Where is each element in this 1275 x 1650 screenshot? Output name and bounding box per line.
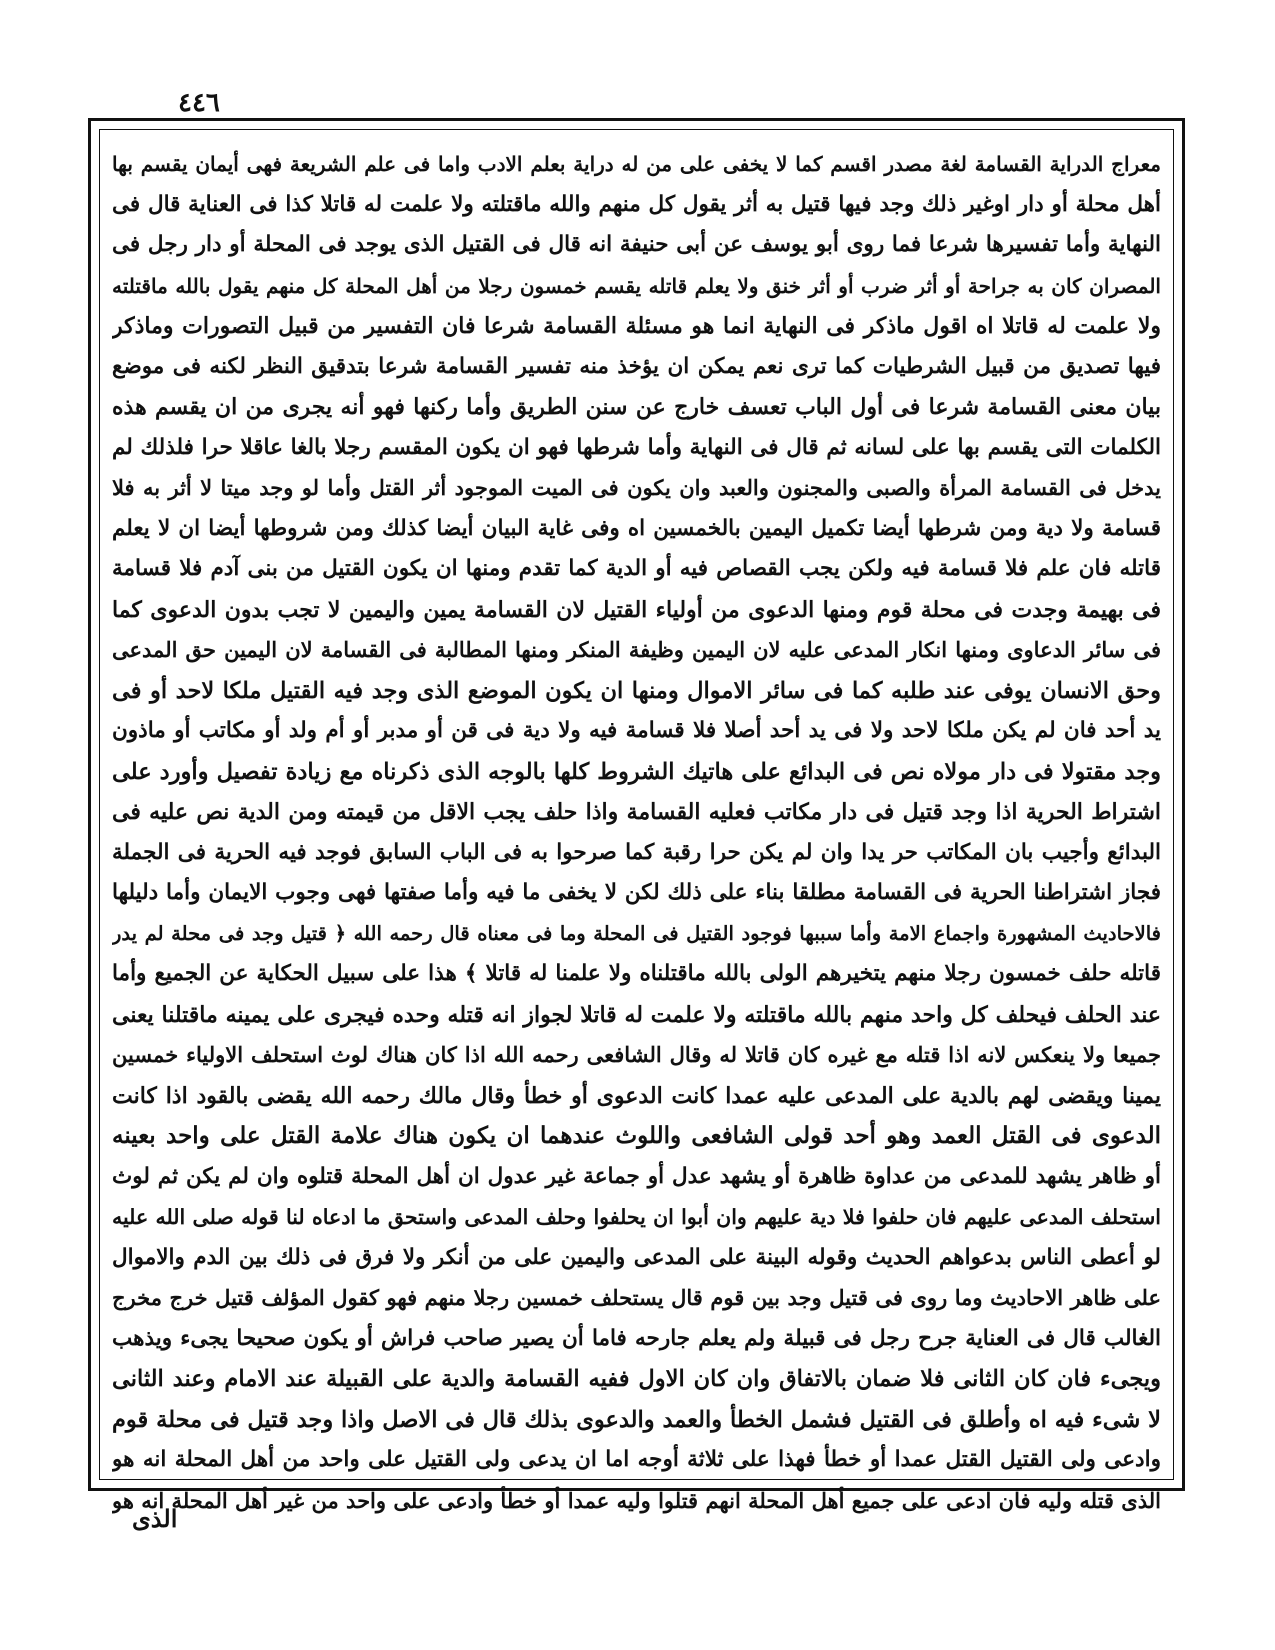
text-line: معراج الدراية القسامة لغة مصدر اقسم كما لا يخفى على من له دراية بعلم الادب واما فى علم الشريعة فهى أيمان يقسم بها (112, 152, 1161, 176)
text-line: فالاحاديث المشهورة واجماع الامة وأما سببها فوجود القتيل فى المحلة وما فى معناه قال رحمه الله ﴿ قتيل وجد فى محلة لم يدر (112, 921, 1161, 945)
text-line: يمينا ويقضى لهم بالدية على المدعى عليه عمدا كانت الدعوى أو خطأ وقال مالك رحمه الله يقضى بالقود اذا كانت (112, 1082, 1161, 1109)
text-line: على ظاهر الاحاديث وما روى فى قتيل وجد بين قوم قال يستحلف خمسين رجلا منهم فهو كقول المؤلف قتيل خرج مخرج (112, 1285, 1161, 1310)
text-line: فجاز اشتراطنا الحرية فى القسامة مطلقا بناء على ذلك لكن لا يخفى ما فيه وأما صفتها فهى وجوب الايمان وأما دليلها (112, 880, 1161, 905)
body-text (112, 144, 1161, 1513)
page-frame-inner (99, 129, 1174, 1513)
text-line: اشتراط الحرية اذا وجد قتيل فى دار مكاتب فعليه القسامة واذا حلف يجب الاقل من قيمته ومن الدية نص عليه فى (112, 799, 1161, 825)
text-line: بيان معنى القسامة شرعا فى أول الباب تعسف خارج عن سنن الطريق وأما ركنها فهو أنه يجرى من ان يقسم هذه (112, 394, 1161, 420)
text-line: المصران كان به جراحة أو أثر ضرب أو أثر خنق ولا يعلم قاتله يقسم خمسون رجلا من أهل المحلة كل منهم يقول بالله ماقتلته (112, 273, 1161, 298)
text-line: عند الحلف فيحلف كل واحد منهم بالله ماقتلته ولا علمت له قاتلا لجواز انه قتله وحده فيجرى على يمينه ماقتلنا يعنى (112, 1001, 1161, 1028)
text-line: أهل محلة أو دار اوغير ذلك وجد فيها قتيل به أثر يقول كل منهم والله ماقتلته ولا علمت له قاتلا كذا فى العناية قال فى (112, 191, 1161, 217)
text-line: جميعا ولا ينعكس لانه اذا قتله مع غيره كان قاتلا له وقال الشافعى رحمه الله اذا كان هناك لوث استحلف الاولياء خمسين (112, 1042, 1161, 1067)
text-line: قاتله فان علم فلا قسامة فيه ولكن يجب القصاص فيه أو الدية كما تقدم ومنها ان يكون القتيل من بنى آدم فلا قسامة (112, 556, 1161, 581)
text-line: الدعوى فى القتل العمد وهو أحد قولى الشافعى واللوث عندهما ان يكون هناك علامة القتل على واحد بعينه (112, 1122, 1161, 1149)
text-line: ويجىء فان كان الثانى فلا ضمان بالاتفاق وان كان الاول ففيه القسامة والدية على القبيلة عند الامام وعند الثانى (112, 1366, 1161, 1392)
text-line: الذى قتله وليه فان ادعى على جميع أهل المحلة انهم قتلوا وليه عمدا أو خطأ وادعى على واحد من غير أهل المحلة انه هو (112, 1487, 1161, 1513)
text-line: فيها تصديق من قبيل الشرطيات كما ترى نعم يمكن ان يؤخذ منه تفسير القسامة شرعا بتدقيق النظر لكنه فى موضع (112, 353, 1161, 379)
text-line: قاتله حلف خمسون رجلا منهم يتخيرهم الولى بالله ماقتلناه ولا علمنا له قاتلا ﴾ هذا على سبيل الحكاية عن الجميع وأما (112, 961, 1161, 986)
text-line: استحلف المدعى عليهم فان حلفوا فلا دية عليهم وان أبوا ان يحلفوا وحلف المدعى واستحق ما ادعاه لنا قوله صلى الله عليه (112, 1205, 1161, 1229)
page-number: ٤٤٦ (178, 88, 220, 118)
text-line: قسامة ولا دية ومن شرطها أيضا تكميل اليمين بالخمسين اه وفى غاية البيان أيضا كذلك ومن شروطها أيضا ان لا يعلم (112, 515, 1161, 541)
text-line: أو ظاهر يشهد للمدعى من عداوة ظاهرة أو يشهد عدل أو جماعة غير عدول ان أهل المحلة قتلوه وان لم يكن ثم لوث (112, 1163, 1161, 1189)
text-line: وجد مقتولا فى دار مولاه نص فى البدائع على هاتيك الشروط كلها بالوجه الذى ذكرناه مع زيادة تفصيل وأورد على (112, 758, 1161, 785)
page-frame-outer (88, 118, 1185, 1513)
text-line: الكلمات التى يقسم بها على لسانه ثم قال فى النهاية وأما شرطها فهو ان يكون المقسم رجلا بالغا عاقلا حرا فلذلك لم (112, 434, 1161, 460)
text-line: يد أحد فان لم يكن ملكا لاحد ولا فى يد أحد أصلا فلا قسامة فيه ولا دية فى قن أو مدبر أو أم ولد أو مكاتب أو ماذون (112, 718, 1161, 743)
text-line: ولا علمت له قاتلا اه اقول ماذكر فى النهاية انما هو مسئلة القسامة شرعا فان التفسير من قبيل التصورات وماذكر (112, 313, 1161, 339)
catchword: الذى (132, 1504, 178, 1533)
text-line: وادعى ولى القتيل القتل عمدا أو خطأ فهذا على ثلاثة أوجه اما ان يدعى ولى القتيل على واحد من أهل المحلة انه هو (112, 1447, 1161, 1472)
text-line: وحق الانسان يوفى عند طلبه كما فى سائر الاموال ومنها ان يكون الموضع الذى وجد فيه القتيل ملكا لاحد أو فى (112, 677, 1161, 704)
text-line: النهاية وأما تفسيرها شرعا فما روى أبو يوسف عن أبى حنيفة انه قال فى القتيل الذى يوجد فى المحلة أو دار رجل فى (112, 232, 1161, 257)
text-line: فى بهيمة وجدت فى محلة قوم ومنها الدعوى من أولياء القتيل لان القسامة يمين واليمين لا تجب بدون الدعوى كما (112, 596, 1161, 623)
text-line: يدخل فى القسامة المرأة والصبى والمجنون والعبد وان يكون فى الميت الموجود أثر القتل وأما لو وجد ميتا لا أثر به فلا (112, 475, 1161, 500)
text-line: فى سائر الدعاوى ومنها انكار المدعى عليه لان اليمين وظيفة المنكر ومنها المطالبة فى القسامة لان اليمين حق المدعى (112, 637, 1161, 662)
text-line: الغالب قال فى العناية جرح رجل فى قبيلة ولم يعلم جارحه فاما أن يصير صاحب فراش أو يكون صحيحا يجىء ويذهب (112, 1325, 1161, 1351)
text-line: البدائع وأجيب بان المكاتب حر يدا وان لم يكن حرا رقبة كما صرحوا به فى الباب السابق فوجد فيه الحرية فى الجملة (112, 839, 1161, 865)
text-line: لا شىء فيه اه وأطلق فى القتيل فشمل الخطأ والعمد والدعوى بذلك قال فى الاصل واذا وجد قتيل فى محلة قوم (112, 1406, 1161, 1433)
text-line: لو أعطى الناس بدعواهم الحديث وقوله البينة على المدعى واليمين على من أنكر ولا فرق فى ذلك بين الدم والاموال (112, 1244, 1161, 1270)
